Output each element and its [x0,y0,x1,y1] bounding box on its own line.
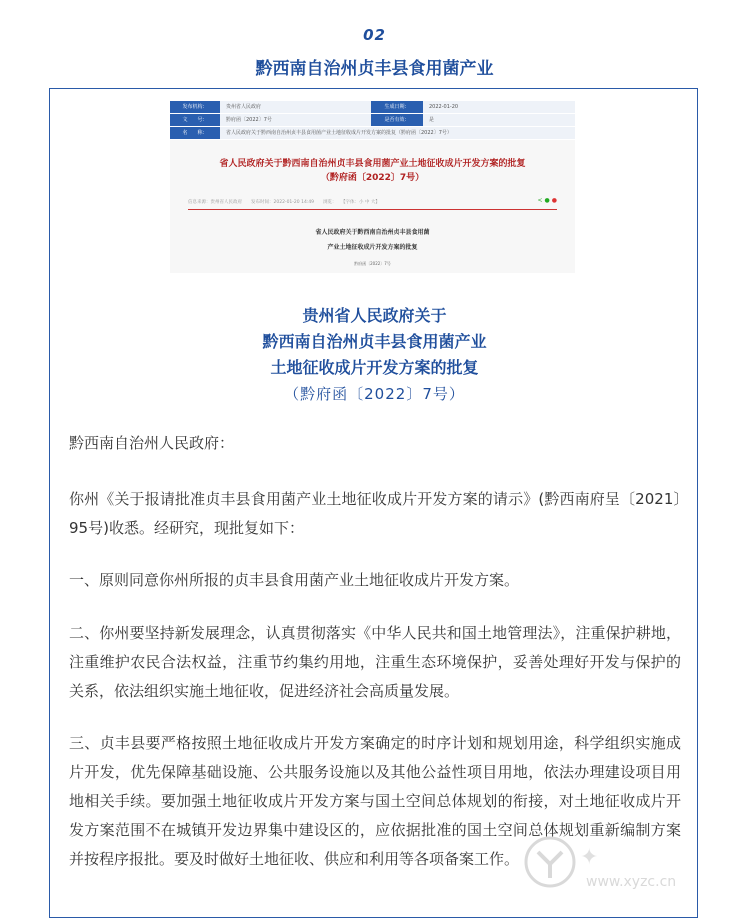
document-title-line3: 土地征收成片开发方案的批复 [270,358,479,377]
screenshot-divider [188,209,557,210]
paragraph-item-2: 二、你州要坚持新发展理念，认真贯彻落实《中华人民共和国土地管理法》，注重保护耕地，注重维护农民合法权益，注重节约集约用地，注重生态环境保护，妥善处理好开发与保护的关系，依法组织实施土地征收，促进经济社会高质量发展。 [69,624,681,700]
document-title-line1: 贵州省人民政府关于 [302,306,447,325]
metadata-row [170,127,575,140]
salutation: 黔西南自治州人民政府： [69,434,235,452]
svg-text:✦: ✦ [580,845,599,870]
share-icons [535,197,557,204]
date-value: 2022-01-20 [423,101,575,113]
share-icon: < [537,197,543,204]
screenshot-title [170,157,575,185]
site-watermark [520,834,735,894]
section-title: 黔西南自治州贞丰县食用菌产业 [255,59,494,79]
screenshot-doc-number: 黔府函〔2022〕7号 [354,261,391,266]
article-frame [49,88,698,918]
metadata-table [170,101,575,140]
paragraph-item-1: 一、原则同意你州所报的贞丰县食用菌产业土地征收成片开发方案。 [69,571,520,589]
wechat-icon: ● [544,197,550,204]
document-title [50,303,699,381]
embedded-screenshot [170,101,575,273]
name-label: 名 称： [170,127,220,139]
document-number: （黔府函〔2022〕7号） [284,385,465,403]
date-label: 生成日期： [371,101,423,113]
metadata-row [170,101,575,114]
valid-value: 是 [423,114,575,126]
screenshot-source-line: 信息来源：贵州省人民政府 发布时间：2022-01-20 14:49 浏览： 【字体：小 中 大】 [188,200,380,205]
screenshot-doc-line1: 省人民政府关于黔西南自治州贞丰县食用菌 [315,229,430,236]
name-value: 省人民政府关于黔西南自治州贞丰县食用菌产业土地征收成片开发方案的批复（黔府函〔2022〕7号） [220,127,575,139]
paragraph-intro: 你州《关于报请批准贞丰县食用菌产业土地征收成片开发方案的请示》(黔西南府呈〔2021〕95号)收悉。经研究，现批复如下： [69,490,681,537]
section-number: 02 [363,26,386,44]
paragraph-item-3: 三、贞丰县要严格按照土地征收成片开发方案确定的时序计划和规划用途，科学组织实施成片开发，优先保障基础设施、公共服务设施以及其他公益性项目用地，依法办理建设项目用地相关手续。要加强土地征收成片开发方案与国土空间总体规划的衔接，对土地征收成片开发方案范围不在城镇开发边界集中建设区的，应依据批准的国土空间总体规划重新编制方案并按程序报批。要及时做好土地征收、供应和利用等各项备案工作。 [69,734,681,868]
document-title-line2: 黔西南自治州贞丰县食用菌产业 [262,332,487,351]
watermark-text: www.xyzc.cn [586,874,677,890]
issuer-value: 贵州省人民政府 [220,101,371,113]
weibo-icon: ● [551,197,557,204]
metadata-row [170,114,575,127]
docno-label: 文 号： [170,114,220,126]
valid-label: 是否有效： [371,114,423,126]
screenshot-doc-line2: 产业土地征收成片开发方案的批复 [327,244,418,251]
docno-value: 黔府函〔2022〕7号 [220,114,371,126]
screenshot-doc-heading [170,225,575,255]
screenshot-title-line1: 省人民政府关于黔西南自治州贞丰县食用菌产业土地征收成片开发方案的批复 [219,159,526,169]
screenshot-title-line2: （黔府函〔2022〕7号） [320,173,425,183]
issuer-label: 发布机构： [170,101,220,113]
